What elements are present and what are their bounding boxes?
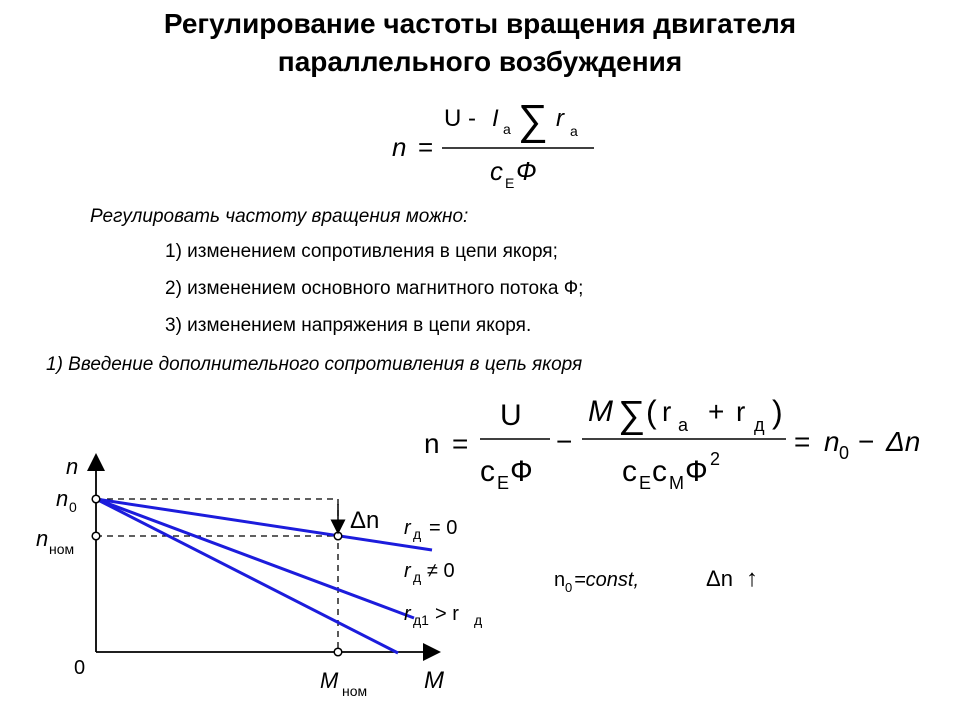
formula-eq: =: [418, 132, 434, 162]
f2-dm: M: [669, 473, 684, 493]
line0-rel: = 0: [429, 517, 458, 539]
n0-label-sub: 0: [69, 499, 77, 515]
nnom-label: n: [36, 526, 49, 551]
n0-label: n: [56, 486, 69, 511]
method-2: 2) изменением основного магнитного потока Ф;: [165, 278, 584, 299]
f2-de: E: [639, 473, 652, 493]
f2-minus2: −: [858, 426, 875, 457]
f2-f: Ф: [510, 455, 533, 488]
f2-d: д: [754, 415, 765, 435]
method-1: 1) изменением сопротивления в цепи якоря;: [165, 241, 558, 262]
note-sub: 0: [565, 580, 573, 595]
formula-n: n: [392, 132, 407, 162]
f2-n0: n: [824, 426, 840, 457]
nnom-point: [92, 532, 100, 540]
f2-open: (: [646, 394, 657, 430]
section-heading: 1) Введение дополнительного сопротивления в цепь якоря: [46, 354, 583, 375]
x-axis-label: M: [424, 667, 444, 694]
f2-df: Ф: [685, 455, 708, 488]
note-n: n: [554, 569, 566, 591]
formula-num-a1: a: [503, 121, 511, 137]
y-axis-label: n: [66, 454, 79, 479]
nnom-label-sub: ном: [49, 541, 75, 557]
mnom-label-sub: ном: [342, 683, 368, 699]
f2-c: c: [480, 455, 495, 488]
f2-e: E: [497, 473, 510, 493]
note-text: =const,: [574, 569, 640, 591]
formula-den-f: Ф: [516, 156, 537, 186]
f2-plus: +: [708, 396, 725, 427]
nominal-point: [334, 532, 342, 540]
formula-speed: [370, 96, 630, 196]
formula-den-e: E: [505, 175, 515, 191]
f2-eq2: =: [794, 426, 811, 457]
page-title-line2: параллельного возбуждения: [277, 46, 683, 77]
f2-r1: r: [662, 396, 672, 427]
mnom-point: [334, 648, 342, 656]
formula-num-sum: ∑: [518, 96, 548, 143]
delta-n-label: Δn: [350, 507, 380, 534]
f2-eq: =: [452, 428, 469, 459]
formula-den-c: c: [490, 156, 503, 186]
note-n0-const: [550, 560, 800, 600]
mnom-label: M: [320, 668, 339, 693]
line2-rel: > r: [435, 603, 459, 625]
intro-text: Регулировать частоту вращения можно:: [90, 206, 469, 227]
f2-m: M: [588, 395, 613, 428]
f2-sum: ∑: [618, 394, 646, 436]
line1-rel: ≠ 0: [427, 560, 455, 582]
n0-point: [92, 495, 100, 503]
f2-pow: 2: [710, 449, 721, 469]
page-title-line1: Регулирование частоты вращения двигателя: [163, 8, 797, 39]
method-3: 3) изменением напряжения в цепи якоря.: [165, 315, 532, 336]
line0-r: r: [404, 517, 411, 539]
formula-num-i: I: [492, 105, 499, 132]
f2-n: n: [424, 428, 440, 459]
note-dn: Δn: [706, 566, 733, 591]
f2-dc2: c: [652, 455, 667, 488]
line0-sub: д: [413, 526, 422, 542]
line2-sub2: д: [474, 612, 483, 628]
f2-a: a: [678, 415, 689, 435]
f2-r2: r: [736, 396, 746, 427]
f2-n0-sub: 0: [839, 443, 850, 463]
f2-u: U: [500, 399, 522, 432]
f2-dc1: c: [622, 455, 637, 488]
up-arrow-icon: ↑: [746, 565, 758, 592]
f2-minus: −: [556, 426, 573, 457]
f2-dn: Δn: [886, 426, 921, 457]
origin-label: 0: [74, 657, 86, 679]
line1-sub: д: [413, 569, 422, 585]
line2-sub: д1: [413, 612, 429, 628]
line2-r: r: [404, 603, 411, 625]
formula-num-u: U -: [444, 105, 476, 132]
line1-r: r: [404, 560, 411, 582]
characteristic-graph: [0, 440, 520, 720]
formula-num-a2: a: [570, 123, 578, 139]
formula-num-r: r: [556, 105, 564, 132]
f2-close: ): [772, 394, 783, 430]
